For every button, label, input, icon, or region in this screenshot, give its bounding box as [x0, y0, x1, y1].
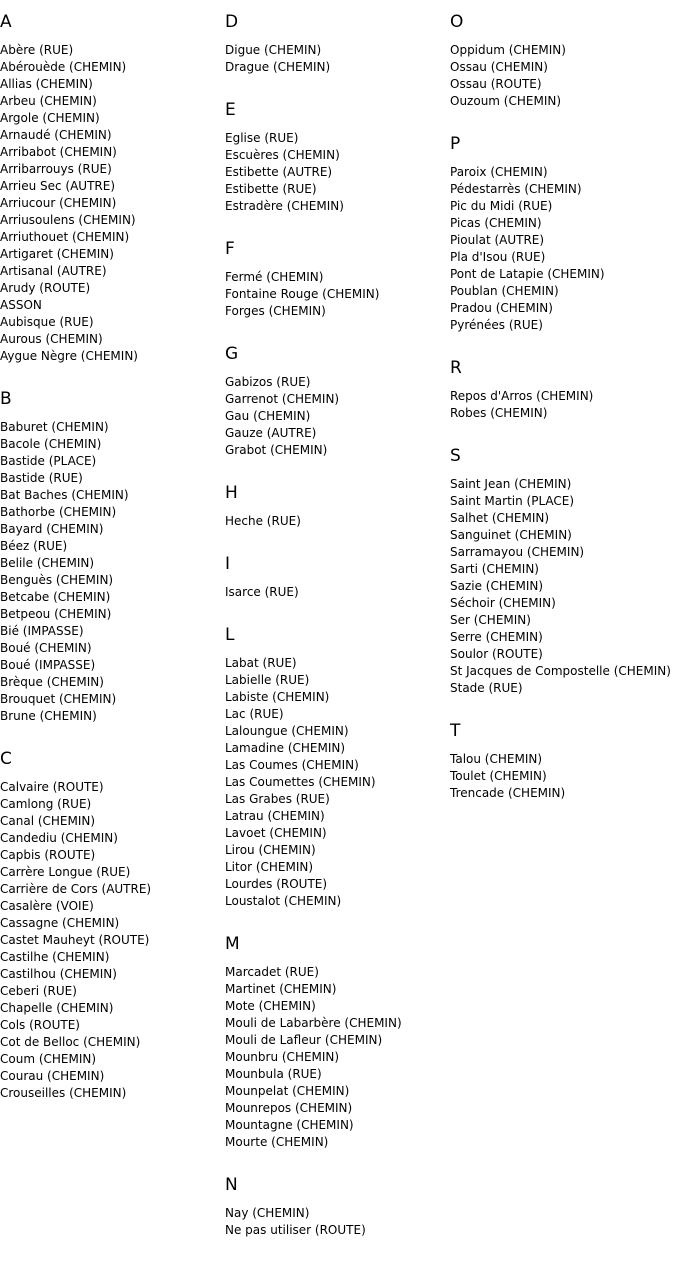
- street-list: [225, 964, 450, 1151]
- street-link[interactable]: Trencade (CHEMIN): [450, 786, 566, 800]
- street-link[interactable]: Labielle (RUE): [225, 673, 310, 687]
- letter-heading: H: [225, 483, 238, 503]
- street-link[interactable]: Bastide (PLACE): [0, 454, 97, 468]
- street-link[interactable]: Artisanal (AUTRE): [0, 264, 107, 278]
- letter-section: [225, 483, 450, 530]
- street-link[interactable]: Séchoir (CHEMIN): [450, 596, 556, 610]
- street-link[interactable]: St Jacques de Compostelle (CHEMIN): [450, 664, 671, 678]
- street-link[interactable]: Calvaire (ROUTE): [0, 780, 104, 794]
- street-link[interactable]: Arribarrouys (RUE): [0, 162, 112, 176]
- letter-section: [0, 12, 225, 365]
- street-link[interactable]: Cols (ROUTE): [0, 1018, 80, 1032]
- street-link[interactable]: Casalère (VOIE): [0, 899, 94, 913]
- street-link[interactable]: Chapelle (CHEMIN): [0, 1001, 114, 1015]
- letter-section: [225, 239, 450, 320]
- street-list: [450, 42, 675, 110]
- street-link[interactable]: Arbeu (CHEMIN): [0, 94, 97, 108]
- letter-heading: C: [0, 749, 12, 769]
- letter-heading: N: [225, 1175, 238, 1195]
- letter-heading: M: [225, 934, 240, 954]
- street-link[interactable]: Bié (IMPASSE): [0, 624, 84, 638]
- street-link[interactable]: Pradou (CHEMIN): [450, 301, 553, 315]
- street-link[interactable]: Estibette (RUE): [225, 182, 317, 196]
- street-link[interactable]: Sazie (CHEMIN): [450, 579, 544, 593]
- street-link[interactable]: Garrenot (CHEMIN): [225, 392, 340, 406]
- street-link[interactable]: Abérouède (CHEMIN): [0, 60, 127, 74]
- street-link[interactable]: Bayard (CHEMIN): [0, 522, 104, 536]
- street-link[interactable]: Saint Martin (PLACE): [450, 494, 575, 508]
- street-link[interactable]: Sanguinet (CHEMIN): [450, 528, 572, 542]
- street-link[interactable]: Coum (CHEMIN): [0, 1052, 97, 1066]
- street-link[interactable]: Lirou (CHEMIN): [225, 843, 316, 857]
- letter-section: [450, 134, 675, 334]
- street-link[interactable]: Ouzoum (CHEMIN): [450, 94, 562, 108]
- street-link[interactable]: Eglise (RUE): [225, 131, 299, 145]
- street-link[interactable]: Castilhou (CHEMIN): [0, 967, 117, 981]
- street-list: [225, 269, 450, 320]
- street-link[interactable]: Ossau (ROUTE): [450, 77, 542, 91]
- street-link[interactable]: Las Coumettes (CHEMIN): [225, 775, 376, 789]
- street-link[interactable]: Cassagne (CHEMIN): [0, 916, 120, 930]
- street-link[interactable]: Ser (CHEMIN): [450, 613, 531, 627]
- street-link[interactable]: Mounbru (CHEMIN): [225, 1050, 340, 1064]
- letter-section: [225, 625, 450, 910]
- street-link[interactable]: Lavoet (CHEMIN): [225, 826, 327, 840]
- street-link[interactable]: Benguès (CHEMIN): [0, 573, 114, 587]
- street-link[interactable]: Salhet (CHEMIN): [450, 511, 550, 525]
- street-link[interactable]: Camlong (RUE): [0, 797, 92, 811]
- street-link[interactable]: Aubisque (RUE): [0, 315, 94, 329]
- street-list: [450, 164, 675, 334]
- letter-section: [225, 12, 450, 76]
- street-link[interactable]: Boué (IMPASSE): [0, 658, 96, 672]
- street-link[interactable]: Castilhe (CHEMIN): [0, 950, 110, 964]
- street-link[interactable]: Talou (CHEMIN): [450, 752, 543, 766]
- street-link[interactable]: Pioulat (AUTRE): [450, 233, 545, 247]
- letter-section: [225, 554, 450, 601]
- street-link[interactable]: Picas (CHEMIN): [450, 216, 542, 230]
- street-link[interactable]: Arudy (ROUTE): [0, 281, 91, 295]
- street-link[interactable]: Ceberi (RUE): [0, 984, 77, 998]
- street-link[interactable]: Lamadine (CHEMIN): [225, 741, 346, 755]
- street-link[interactable]: Arriusoulens (CHEMIN): [0, 213, 136, 227]
- street-link[interactable]: Betcabe (CHEMIN): [0, 590, 111, 604]
- street-link[interactable]: Belile (CHEMIN): [0, 556, 95, 570]
- street-link[interactable]: Aurous (CHEMIN): [0, 332, 103, 346]
- street-link[interactable]: Digue (CHEMIN): [225, 43, 322, 57]
- letter-heading: F: [225, 239, 235, 259]
- street-link[interactable]: Poublan (CHEMIN): [450, 284, 559, 298]
- street-link[interactable]: Robes (CHEMIN): [450, 406, 548, 420]
- letter-heading: T: [450, 721, 461, 741]
- street-link[interactable]: Mote (CHEMIN): [225, 999, 316, 1013]
- street-link[interactable]: Arribabot (CHEMIN): [0, 145, 117, 159]
- street-list: [450, 476, 675, 697]
- street-link[interactable]: Stade (RUE): [450, 681, 523, 695]
- street-list: [0, 42, 225, 365]
- street-link[interactable]: Mounpelat (CHEMIN): [225, 1084, 350, 1098]
- street-link[interactable]: Ne pas utiliser (ROUTE): [225, 1223, 366, 1237]
- street-list: [225, 584, 450, 601]
- street-link[interactable]: Gabizos (RUE): [225, 375, 311, 389]
- street-link[interactable]: Bat Baches (CHEMIN): [0, 488, 129, 502]
- street-list: [225, 655, 450, 910]
- street-link[interactable]: Gauze (AUTRE): [225, 426, 317, 440]
- street-link[interactable]: Estibette (AUTRE): [225, 165, 333, 179]
- street-link[interactable]: Marcadet (RUE): [225, 965, 319, 979]
- street-link[interactable]: Artigaret (CHEMIN): [0, 247, 114, 261]
- street-index-column-1: [0, 12, 225, 1126]
- street-link[interactable]: Carrière de Cors (AUTRE): [0, 882, 152, 896]
- street-link[interactable]: Bacole (CHEMIN): [0, 437, 102, 451]
- letter-heading: A: [0, 12, 12, 32]
- street-link[interactable]: Abère (RUE): [0, 43, 74, 57]
- street-link[interactable]: Courau (CHEMIN): [0, 1069, 105, 1083]
- street-link[interactable]: Pla d'Isou (RUE): [450, 250, 546, 264]
- street-link[interactable]: Drague (CHEMIN): [225, 60, 331, 74]
- street-link[interactable]: Capbis (ROUTE): [0, 848, 96, 862]
- letter-heading: I: [225, 554, 231, 574]
- street-list: [450, 388, 675, 422]
- street-index-column-3: [450, 12, 675, 826]
- street-link[interactable]: Toulet (CHEMIN): [450, 769, 547, 783]
- street-link[interactable]: Béez (RUE): [0, 539, 68, 553]
- street-link[interactable]: Estradère (CHEMIN): [225, 199, 344, 213]
- street-list: [225, 130, 450, 215]
- street-link[interactable]: Latrau (CHEMIN): [225, 809, 325, 823]
- street-list: [225, 513, 450, 530]
- street-link[interactable]: Nay (CHEMIN): [225, 1206, 310, 1220]
- street-link[interactable]: Lourdes (ROUTE): [225, 877, 328, 891]
- street-link[interactable]: Bathorbe (CHEMIN): [0, 505, 117, 519]
- letter-heading: S: [450, 446, 461, 466]
- street-link[interactable]: Pont de Latapie (CHEMIN): [450, 267, 605, 281]
- street-link[interactable]: Castet Mauheyt (ROUTE): [0, 933, 150, 947]
- street-link[interactable]: Pédestarrès (CHEMIN): [450, 182, 582, 196]
- letter-heading: B: [0, 389, 12, 409]
- letter-section: [450, 358, 675, 422]
- street-link[interactable]: Crouseilles (CHEMIN): [0, 1086, 127, 1100]
- street-link[interactable]: Arriucour (CHEMIN): [0, 196, 117, 210]
- street-link[interactable]: Mounbula (RUE): [225, 1067, 322, 1081]
- street-link[interactable]: Oppidum (CHEMIN): [450, 43, 566, 57]
- street-link[interactable]: Carrère Longue (RUE): [0, 865, 131, 879]
- street-link[interactable]: Betpeou (CHEMIN): [0, 607, 112, 621]
- letter-heading: E: [225, 100, 236, 120]
- street-link[interactable]: Ossau (CHEMIN): [450, 60, 548, 74]
- street-link[interactable]: Gau (CHEMIN): [225, 409, 311, 423]
- street-link[interactable]: Boué (CHEMIN): [0, 641, 92, 655]
- street-link[interactable]: Bastide (RUE): [0, 471, 83, 485]
- letter-heading: O: [450, 12, 464, 32]
- street-link[interactable]: Arriuthouet (CHEMIN): [0, 230, 130, 244]
- street-list: [450, 751, 675, 802]
- letter-section: [225, 1175, 450, 1239]
- letter-section: [450, 721, 675, 802]
- street-list: [225, 1205, 450, 1239]
- street-link[interactable]: Mountagne (CHEMIN): [225, 1118, 354, 1132]
- letter-section: [450, 446, 675, 697]
- street-link[interactable]: Serre (CHEMIN): [450, 630, 543, 644]
- street-link[interactable]: Canal (CHEMIN): [0, 814, 96, 828]
- street-index-column-2: [225, 12, 450, 1263]
- street-link[interactable]: Soulor (ROUTE): [450, 647, 543, 661]
- street-link[interactable]: Arrieu Sec (AUTRE): [0, 179, 116, 193]
- street-link[interactable]: Forges (CHEMIN): [225, 304, 326, 318]
- street-link[interactable]: Pyrénées (RUE): [450, 318, 543, 332]
- street-link[interactable]: Saint Jean (CHEMIN): [450, 477, 572, 491]
- street-link[interactable]: Sarti (CHEMIN): [450, 562, 539, 576]
- street-link[interactable]: Las Coumes (CHEMIN): [225, 758, 359, 772]
- street-link[interactable]: Mouli de Labarbère (CHEMIN): [225, 1016, 402, 1030]
- letter-section: [225, 100, 450, 215]
- street-link[interactable]: Cot de Belloc (CHEMIN): [0, 1035, 141, 1049]
- street-link[interactable]: Brouquet (CHEMIN): [0, 692, 117, 706]
- street-link[interactable]: Pic du Midi (RUE): [450, 199, 553, 213]
- street-link[interactable]: Lalоungue (CHEMIN): [225, 724, 349, 738]
- street-link[interactable]: Litor (CHEMIN): [225, 860, 314, 874]
- street-link[interactable]: ASSON: [0, 298, 42, 312]
- letter-heading: L: [225, 625, 235, 645]
- street-link[interactable]: Repos d'Arros (CHEMIN): [450, 389, 594, 403]
- letter-section: [0, 749, 225, 1102]
- street-link[interactable]: Escuères (CHEMIN): [225, 148, 340, 162]
- street-link[interactable]: Paroix (CHEMIN): [450, 165, 548, 179]
- street-link[interactable]: Martinet (CHEMIN): [225, 982, 337, 996]
- street-list: [225, 374, 450, 459]
- street-link[interactable]: Brèque (CHEMIN): [0, 675, 104, 689]
- street-link[interactable]: Mounrepos (CHEMIN): [225, 1101, 353, 1115]
- street-link[interactable]: Labat (RUE): [225, 656, 297, 670]
- street-link[interactable]: Heche (RUE): [225, 514, 301, 528]
- street-list: [0, 779, 225, 1102]
- street-link[interactable]: Fermé (CHEMIN): [225, 270, 324, 284]
- letter-section: [0, 389, 225, 725]
- street-link[interactable]: Brune (CHEMIN): [0, 709, 97, 723]
- letter-section: [450, 12, 675, 110]
- street-list: [0, 419, 225, 725]
- street-link[interactable]: Labiste (CHEMIN): [225, 690, 330, 704]
- street-link[interactable]: Arnaudé (CHEMIN): [0, 128, 112, 142]
- letter-heading: G: [225, 344, 239, 364]
- street-link[interactable]: Mourte (CHEMIN): [225, 1135, 329, 1149]
- street-link[interactable]: Aygue Nègre (CHEMIN): [0, 349, 138, 363]
- street-link[interactable]: Candediu (CHEMIN): [0, 831, 118, 845]
- street-link[interactable]: Argole (CHEMIN): [0, 111, 100, 125]
- street-link[interactable]: Lac (RUE): [225, 707, 284, 721]
- letter-heading: R: [450, 358, 462, 378]
- street-link[interactable]: Las Grabes (RUE): [225, 792, 330, 806]
- letter-section: [225, 934, 450, 1151]
- street-link[interactable]: Fontaine Rouge (CHEMIN): [225, 287, 380, 301]
- street-link[interactable]: Grabot (CHEMIN): [225, 443, 328, 457]
- street-link[interactable]: Loustalot (CHEMIN): [225, 894, 342, 908]
- letter-heading: D: [225, 12, 239, 32]
- street-link[interactable]: Baburet (CHEMIN): [0, 420, 109, 434]
- street-link[interactable]: Allias (CHEMIN): [0, 77, 93, 91]
- letter-heading: P: [450, 134, 461, 154]
- street-link[interactable]: Isarce (RUE): [225, 585, 299, 599]
- street-link[interactable]: Sarramayou (CHEMIN): [450, 545, 585, 559]
- street-list: [225, 42, 450, 76]
- street-link[interactable]: Mouli de Lafleur (CHEMIN): [225, 1033, 383, 1047]
- letter-section: [225, 344, 450, 459]
